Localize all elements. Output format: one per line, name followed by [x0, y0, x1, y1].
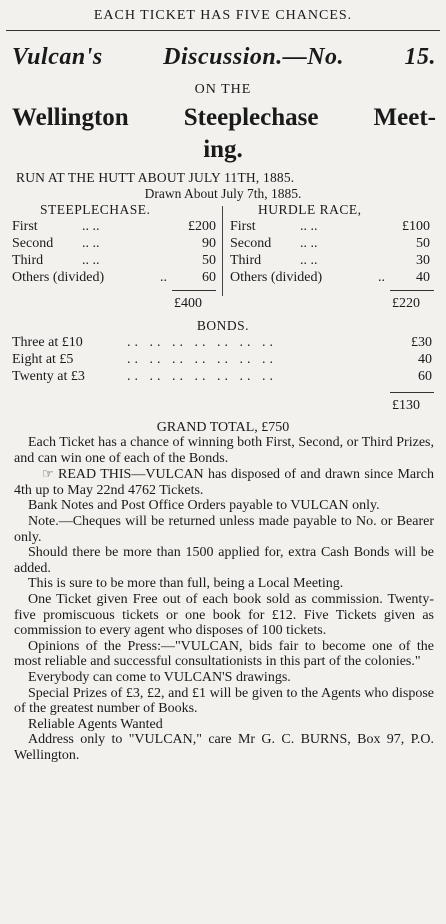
leader-dots: .. .. .. .. .. .. ..	[127, 335, 277, 350]
steeplechase-total: £400	[174, 296, 202, 311]
paragraph: Should there be more than 1500 applied for, extra Cash Bonds will be added.	[14, 545, 434, 576]
bonds-table	[12, 335, 432, 386]
title-line-1-text: Wellington Steeplechase Meet-	[12, 104, 436, 131]
prize-label: Second	[12, 236, 54, 251]
bond-amount: 60	[418, 369, 432, 384]
prize-label: Others (divided)	[12, 270, 105, 285]
bond-label: Eight at £5	[12, 352, 74, 367]
leader-dots: .. ..	[82, 236, 100, 251]
top-line: EACH TICKET HAS FIVE CHANCES.	[93, 8, 353, 23]
prize-label: First	[230, 219, 256, 234]
hurdle-heading: HURDLE RACE,	[258, 202, 362, 217]
column-divider	[222, 206, 223, 296]
subtotal-rule	[172, 290, 216, 291]
subtotal-rule	[390, 290, 434, 291]
paragraph-text: READ THIS—VULCAN has disposed of and drawn since March 4th up to May 22nd 4762 Tickets.	[14, 467, 434, 498]
title-line-1	[12, 104, 436, 132]
paragraph: Bank Notes and Post Office Orders payable to VULCAN only.	[28, 498, 380, 514]
headline	[12, 44, 436, 71]
title-line-2: ing.	[203, 136, 243, 163]
hurdle-total: £220	[392, 296, 420, 311]
prize-amount: 60	[202, 270, 216, 285]
leader-dots: .. ..	[300, 219, 318, 234]
table-row	[230, 236, 430, 253]
table-row	[12, 219, 216, 236]
table-row	[12, 236, 216, 253]
leader-dots: .. ..	[82, 253, 100, 268]
prize-label: First	[12, 219, 38, 234]
leader-dots: ..	[378, 270, 385, 285]
bonds-total: £130	[392, 398, 420, 413]
top-rule	[6, 30, 440, 31]
table-row	[12, 352, 432, 369]
prize-amount: 50	[416, 236, 430, 251]
prize-amount: 90	[202, 236, 216, 251]
prize-label: Third	[230, 253, 262, 268]
table-row	[12, 253, 216, 270]
bond-amount: £30	[411, 335, 432, 350]
body-text	[14, 435, 434, 763]
drawn-line: Drawn About July 7th, 1885.	[144, 186, 302, 201]
run-line: RUN AT THE HUTT ABOUT JULY 11TH, 1885.	[16, 170, 295, 185]
paragraph	[14, 466, 434, 498]
paragraph: Address only to "VULCAN," care Mr G. C. BURNS, Box 97, P.O. Wellington.	[14, 732, 434, 763]
leader-dots: .. ..	[300, 253, 318, 268]
subtotal-rule	[390, 392, 434, 393]
bond-amount: 40	[418, 352, 432, 367]
paragraph: Special Prizes of £3, £2, and £1 will be given to the Agents who dispose of the greatest number of Books.	[14, 685, 434, 717]
table-row	[230, 270, 430, 287]
paragraph: Reliable Agents Wanted	[28, 716, 163, 732]
steeplechase-table	[12, 219, 216, 287]
bond-label: Three at £10	[12, 335, 83, 350]
table-row	[12, 335, 432, 352]
prize-amount: 50	[202, 253, 216, 268]
prize-amount: £100	[402, 219, 430, 234]
pointing-hand-icon: ☞	[42, 466, 54, 482]
on-the-line: ON THE	[194, 82, 252, 97]
paragraph: Note.—Cheques will be returned unless made payable to No. or Bearer only.	[14, 513, 434, 545]
leader-dots: .. .. .. .. .. .. ..	[127, 352, 277, 367]
bonds-heading: BONDS.	[196, 318, 250, 333]
table-row	[230, 219, 430, 236]
grand-total: GRAND TOTAL, £750	[156, 420, 290, 435]
bond-label: Twenty at £3	[12, 369, 85, 384]
paragraph: One Ticket given Free out of each book sold as commission. Twenty-five promiscuous tickets or one book for £12. Five Tickets given as commission to every agent who disposes of 100 tickets.	[14, 591, 434, 639]
leader-dots: .. .. .. .. .. .. ..	[127, 369, 277, 384]
prize-label: Others (divided)	[230, 270, 323, 285]
headline-text: Vulcan's Discussion.—No. 15.	[12, 44, 436, 70]
leader-dots: ..	[160, 270, 167, 285]
hurdle-table	[230, 219, 430, 287]
prize-amount: 30	[416, 253, 430, 268]
table-row	[12, 270, 216, 287]
leader-dots: .. ..	[300, 236, 318, 251]
prize-amount: 40	[416, 270, 430, 285]
steeplechase-heading: STEEPLECHASE.	[40, 202, 151, 217]
paragraph: Everybody can come to VULCAN'S drawings.	[28, 669, 291, 685]
prize-label: Second	[230, 236, 272, 251]
table-row	[12, 369, 432, 386]
paragraph: Opinions of the Press:—"VULCAN, bids fair to become one of the most reliable and successful consultationists in this part of the colonies."	[14, 638, 434, 670]
prize-label: Third	[12, 253, 44, 268]
leader-dots: .. ..	[82, 219, 100, 234]
paragraph: This is sure to be more than full, being a Local Meeting.	[28, 576, 344, 592]
table-row	[230, 253, 430, 270]
prize-amount: £200	[188, 219, 216, 234]
paragraph: Each Ticket has a chance of winning both First, Second, or Third Prizes, and can win one of each of the Bonds.	[14, 435, 434, 466]
